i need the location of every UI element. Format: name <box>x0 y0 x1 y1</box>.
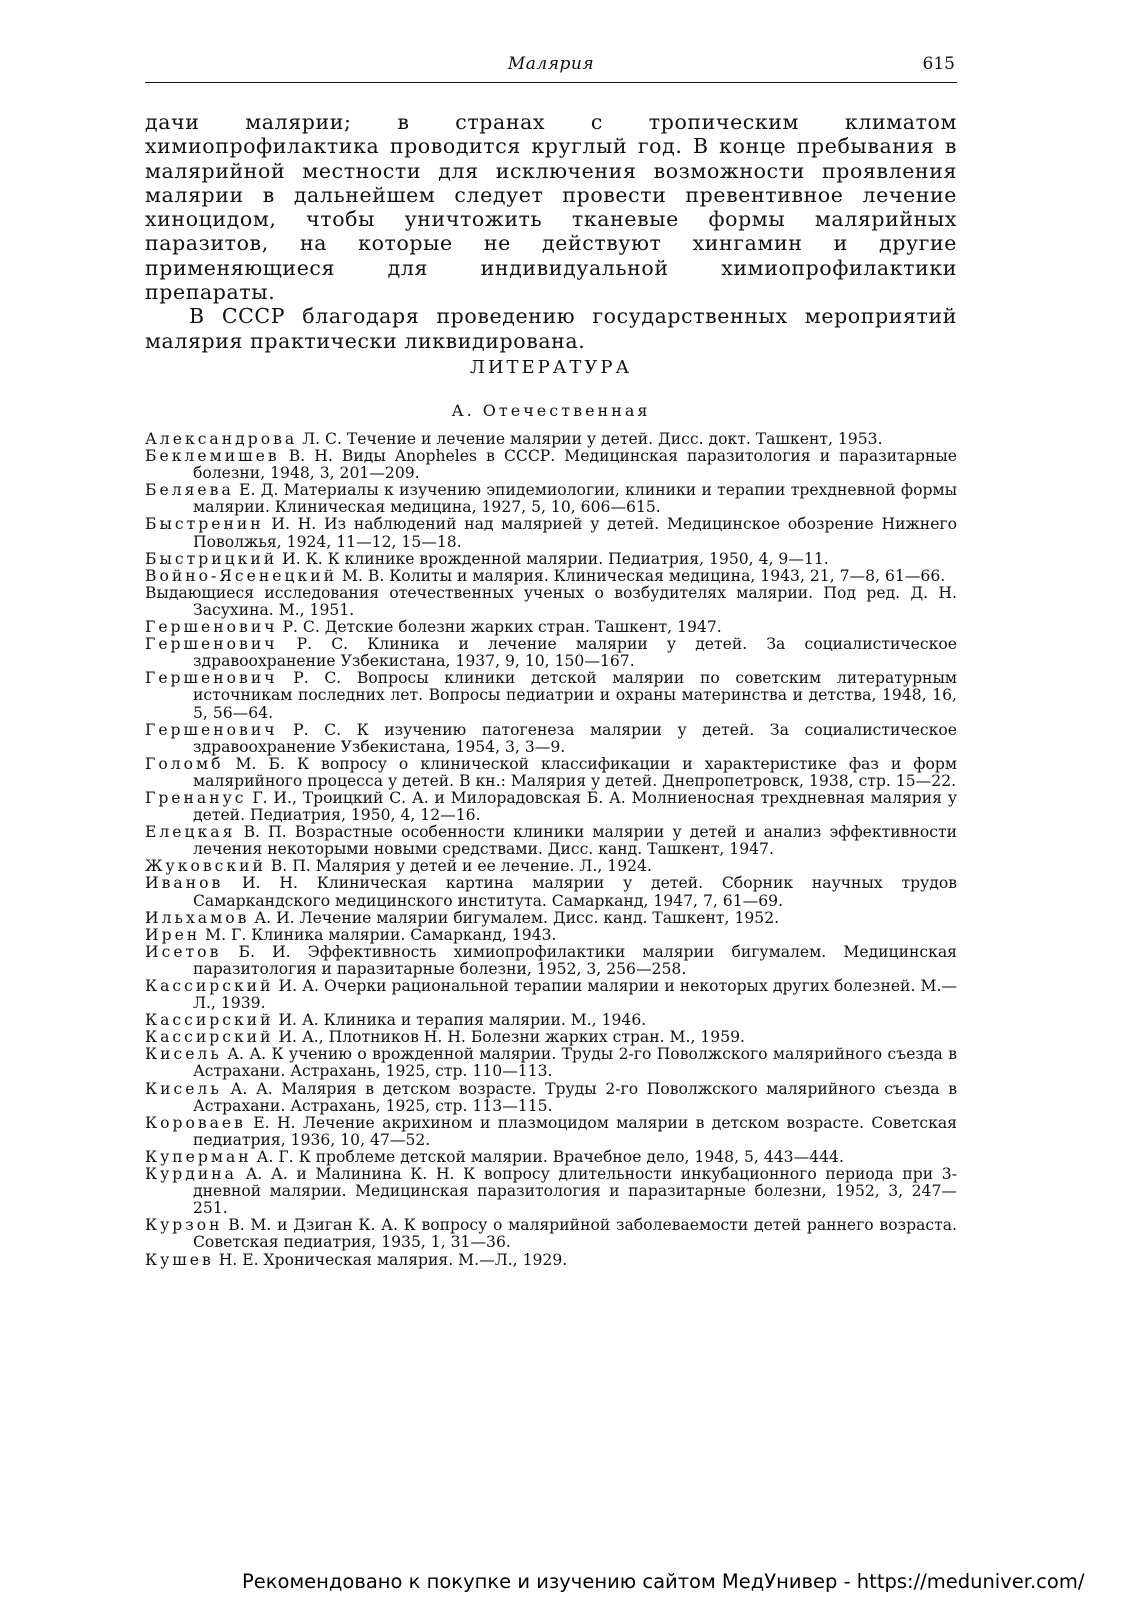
reference-text: А. А. и Малинина К. Н. К вопросу длительности инкубационного периода при 3-дневной малярии. Медицинская паразитология и паразитарные болезни, 1952, 3, 247—251. <box>193 1165 957 1218</box>
reference-entry <box>145 910 957 927</box>
reference-list <box>145 431 957 1269</box>
reference-author: Гершенович <box>145 635 278 654</box>
reference-author: Гершенович <box>145 669 278 688</box>
page-number: 615 <box>922 54 955 74</box>
reference-author: Курдина <box>145 1165 237 1184</box>
reference-text: Р. С. Вопросы клиники детской малярии по советским литературным источникам последних лет. Вопросы педиатрии и охраны материнства и детства, 1948, 16, 5, 56—64. <box>193 669 957 722</box>
paragraph-continuation: дачи малярии; в странах с тропическим климатом химиопрофилактика проводится круглый год. В конце пребывания в малярийной местности для исключения возможности проявления малярии в дальнейшем следует провести превентивное лечение хиноцидом, чтобы уничтожить тканевые формы малярийных паразитов, на которые не действуют хингамин и другие применяющиеся для индивидуальной химиопрофилактики препараты. <box>145 110 957 305</box>
reference-author: Гренанус <box>145 788 247 807</box>
reference-entry <box>145 568 957 585</box>
reference-entry <box>145 858 957 875</box>
reference-text: И. А. Клиника и терапия малярии. М., 1946. <box>273 1011 647 1030</box>
reference-entry <box>145 431 957 448</box>
reference-text: В. П. Возрастные особенности клиники малярии у детей и анализ эффективности лечения некоторыми новыми средствами. Дисс. канд. Ташкент, 1947. <box>193 823 957 859</box>
reference-entry <box>145 1166 957 1217</box>
reference-text: А. А. К учению о врожденной малярии. Труды 2-го Поволжского малярийного съезда в Астрахани. Астрахань, 1925, стр. 110—113. <box>193 1045 957 1081</box>
reference-entry <box>145 1217 957 1251</box>
reference-author: Исетов <box>145 942 222 961</box>
reference-text: И. Н. Из наблюдений над малярией у детей. Медицинское обозрение Нижнего Поволжья, 1924, 11—12, 15—18. <box>193 515 957 551</box>
reference-entry <box>145 1029 957 1046</box>
reference-text: Выдающиеся исследования отечественных ученых о возбудителях малярии. Под ред. Д. Н. Засухина. М., 1951. <box>145 583 957 619</box>
reference-entry <box>145 1115 957 1149</box>
reference-entry <box>145 448 957 482</box>
reference-text: В. Н. Виды Anopheles в СССР. Медицинская паразитология и паразитарные болезни, 1948, 3, 201—209. <box>193 447 957 483</box>
reference-author: Кисель <box>145 1045 222 1064</box>
reference-entry <box>145 482 957 516</box>
reference-text: Б. И. Эффективность химиопрофилактики малярии бигумалем. Медицинская паразитология и паразитарные болезни, 1952, 3, 256—258. <box>193 942 957 978</box>
reference-author: Беляева <box>145 481 234 500</box>
reference-entry <box>145 551 957 568</box>
reference-entry <box>145 585 957 619</box>
reference-author: Короваев <box>145 1113 246 1132</box>
reference-entry <box>145 619 957 636</box>
reference-entry <box>145 978 957 1012</box>
reference-author: Войно-Ясенецкий <box>145 566 338 585</box>
reference-entry <box>145 1081 957 1115</box>
reference-text: А. И. Лечение малярии бигумалем. Дисс. канд. Ташкент, 1952. <box>249 908 780 927</box>
reference-entry <box>145 1252 957 1269</box>
reference-entry <box>145 927 957 944</box>
reference-text: Е. Д. Материалы к изучению эпидемиологии, клиники и терапии трехдневной формы малярии. Клиническая медицина, 1927, 5, 10, 606—615. <box>193 481 957 517</box>
reference-author: Кассирский <box>145 977 274 995</box>
reference-text: Г. И., Троицкий С. А. и Милорадовская Б. А. Молниеносная трехдневная малярия у детей. Педиатрия, 1950, 4, 12—16. <box>193 788 957 825</box>
reference-author: Куперман <box>145 1147 252 1166</box>
reference-text: В. М. и Дзиган К. А. К вопросу о малярийной заболеваемости детей раннего возраста. Советская педиатрия, 1935, 1, 31—36. <box>193 1216 957 1252</box>
reference-text: И. К. К клинике врожденной малярии. Педиатрия, 1950, 4, 9—11. <box>277 549 829 568</box>
reference-entry <box>145 1012 957 1029</box>
reference-author: Елецкая <box>145 823 236 842</box>
reference-author: Ильхамов <box>145 908 250 927</box>
running-header <box>145 48 957 83</box>
reference-entry <box>145 636 957 670</box>
reference-text: М. Б. К вопросу о клинической классификации и характеристике фаз и форм малярийного процесса у детей. В кн.: Малярия у детей. Днепропетровск, 1938, стр. 15—22. <box>193 754 957 790</box>
body-text <box>145 110 957 353</box>
reference-author: Гершенович <box>145 720 278 739</box>
reference-author: Ирен <box>145 925 201 944</box>
literature-subheading: А. Отечественная <box>451 401 651 420</box>
reference-text: М. В. Колиты и малярия. Клиническая медицина, 1943, 21, 7—8, 61—66. <box>337 566 946 585</box>
reference-text: М. Г. Клиника малярии. Самарканд, 1943. <box>200 925 557 944</box>
reference-author: Жуковский <box>145 857 266 876</box>
reference-author: Гершенович <box>145 618 278 637</box>
reference-text: Р. С. К изучению патогенеза малярии у детей. За социалистическое здравоохранение Узбекистана, 1954, 3, 3—9. <box>193 720 957 756</box>
running-title: Малярия <box>507 54 595 74</box>
reference-text: И. А., Плотников Н. Н. Болезни жарких стран. М., 1959. <box>273 1028 746 1047</box>
reference-text: Е. Н. Лечение акрихином и плазмоцидом малярии в детском возрасте. Советская педиатрия, 1936, 10, 47—52. <box>193 1113 957 1149</box>
reference-entry <box>145 670 957 721</box>
reference-entry <box>145 944 957 978</box>
reference-author: Кушев <box>145 1250 214 1269</box>
reference-text: Н. Е. Хроническая малярия. М.—Л., 1929. <box>213 1250 568 1269</box>
reference-author: Кассирский <box>145 1028 274 1047</box>
reference-author: Быстрицкий <box>145 549 278 568</box>
reference-author: Беклемишев <box>145 447 280 466</box>
reference-author: Быстренин <box>145 515 264 534</box>
reference-author: Курзон <box>145 1216 223 1235</box>
reference-text: Л. С. Течение и лечение малярии у детей. Дисс. докт. Ташкент, 1953. <box>297 430 883 448</box>
reference-text: И. Н. Клиническая картина малярии у детей. Сборник научных трудов Самаркандского медицинского института. Самарканд, 1947, 7, 61—69. <box>193 874 957 910</box>
reference-text: В. П. Малярия у детей и ее лечение. Л., 1924. <box>265 857 652 876</box>
reference-entry <box>145 722 957 756</box>
reference-author: Кисель <box>145 1079 222 1098</box>
reference-author: Голомб <box>145 754 224 773</box>
reference-text: Р. С. Детские болезни жарких стран. Ташкент, 1947. <box>277 618 722 637</box>
reference-entry <box>145 756 957 790</box>
reference-entry <box>145 875 957 909</box>
reference-entry <box>145 1149 957 1166</box>
reference-entry <box>145 516 957 550</box>
paragraph-ussr: В СССР благодаря проведению государственных мероприятий малярия практически ликвидирована. <box>145 304 957 353</box>
reference-author: Александрова <box>145 430 298 448</box>
reference-author: Иванов <box>145 874 224 893</box>
reference-text: И. А. Очерки рациональной терапии малярии и некоторых других болезней. М.—Л., 1939. <box>193 977 957 1013</box>
reference-entry <box>145 1046 957 1080</box>
reference-text: А. А. Малярия в детском возрасте. Труды 2-го Поволжского малярийного съезда в Астрахани. Астрахань, 1925, стр. 113—115. <box>193 1079 957 1115</box>
reference-author: Кассирский <box>145 1011 274 1030</box>
literature-heading: ЛИТЕРАТУРА <box>469 357 633 378</box>
reference-entry <box>145 790 957 824</box>
reference-text: Р. С. Клиника и лечение малярии у детей. За социалистическое здравоохранение Узбекистана, 1937, 9, 10, 150—167. <box>193 635 957 671</box>
footer-recommendation: Рекомендовано к покупке и изучению сайтом МедУнивер - https://meduniver.com/ <box>242 1570 1085 1593</box>
reference-text: А. Г. К проблеме детской малярии. Врачебное дело, 1948, 5, 443—444. <box>251 1147 844 1166</box>
reference-entry <box>145 824 957 858</box>
